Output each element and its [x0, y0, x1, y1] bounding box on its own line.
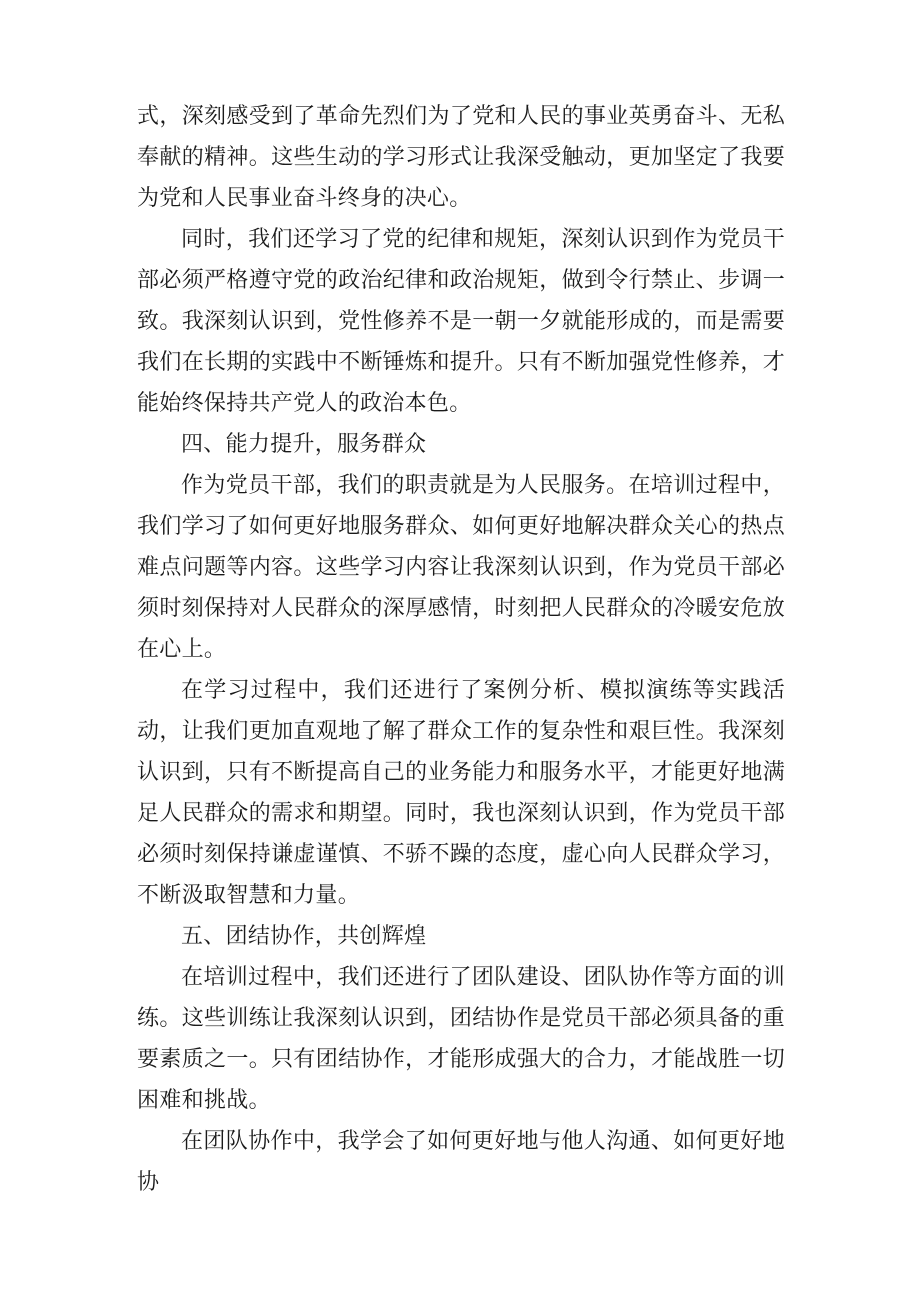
document-body [137, 96, 785, 1203]
section-heading-four: 四、能力提升，服务群众 [181, 432, 427, 457]
paragraph-serve-people: 作为党员干部，我们的职责就是为人民服务。在培训过程中，我们学习了如何更好地服务群众、如何更好地解决群众关心的热点难点问题等内容。这些学习内容让我深刻认识到，作为党员干部必须时刻保持对人民群众的深厚感情，时刻把人民群众的冷暖安危放在心上。 [137, 473, 785, 662]
paragraph-discipline: 同时，我们还学习了党的纪律和规矩，深刻认识到作为党员干部必须严格遵守党的政治纪律和政治规矩，做到令行禁止、步调一致。我深刻认识到，党性修养不是一朝一夕就能形成的，而是需要我们在长期的实践中不断锤炼和提升。只有不断加强党性修养，才能始终保持共产党人的政治本色。 [137, 227, 785, 416]
paragraph-continuation: 式，深刻感受到了革命先烈们为了党和人民的事业英勇奋斗、无私奉献的精神。这些生动的学习形式让我深受触动，更加坚定了我要为党和人民事业奋斗终身的决心。 [137, 104, 785, 211]
paragraph-teamwork-training: 在培训过程中，我们还进行了团队建设、团队协作等方面的训练。这些训练让我深刻认识到，团结协作是党员干部必须具备的重要素质之一。只有团结协作，才能形成强大的合力，才能战胜一切困难和挑战。 [137, 965, 785, 1113]
paragraph-teamwork-communication: 在团队协作中，我学会了如何更好地与他人沟通、如何更好地协 [137, 1129, 785, 1195]
section-heading-five: 五、团结协作，共创辉煌 [181, 924, 427, 949]
paragraph-practice-activities: 在学习过程中，我们还进行了案例分析、模拟演练等实践活动，让我们更加直观地了解了群众工作的复杂性和艰巨性。我深刻认识到，只有不断提高自己的业务能力和服务水平，才能更好地满足人民群众的需求和期望。同时，我也深刻认识到，作为党员干部必须时刻保持谦虚谨慎、不骄不躁的态度，虚心向人民群众学习，不断汲取智慧和力量。 [137, 678, 785, 908]
